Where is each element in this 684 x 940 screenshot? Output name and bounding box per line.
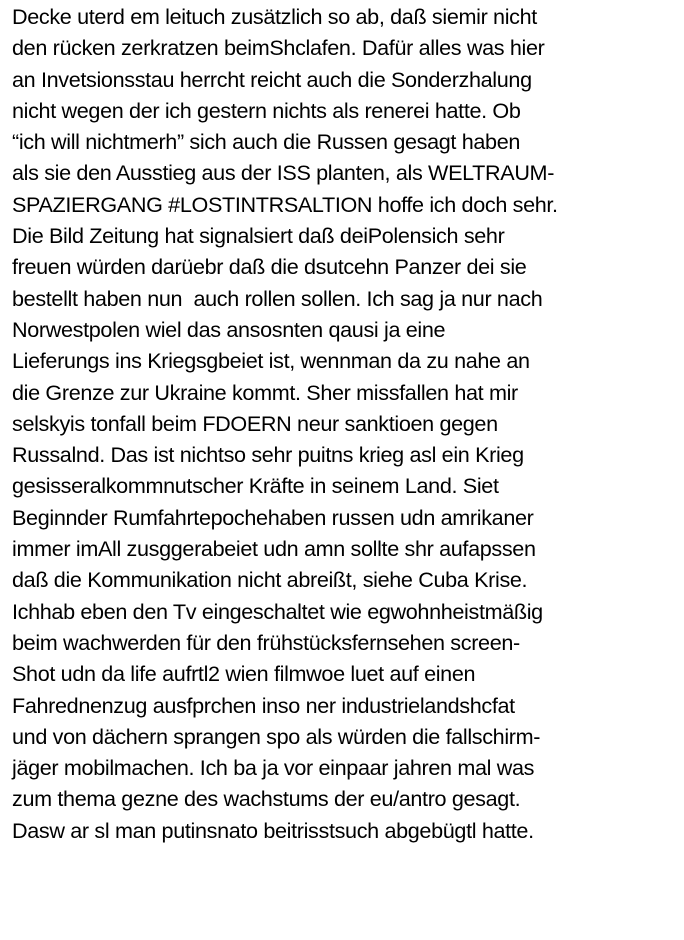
text-line-11: Norwestpolen wiel das ansosnten qausi ja eine (12, 316, 446, 342)
text-line-14: selskyis tonfall beim FDOERN neur sanktioen gegen (12, 410, 498, 436)
text-line-05: “ich will nichtmerh” sich auch die Russen gesagt haben (12, 129, 521, 155)
text-line-08: Die Bild Zeitung hat signalsiert daß deiPolensich sehr (12, 223, 505, 249)
text-line-25: jäger mobilmachen. Ich ba ja vor einpaar jahren mal was (12, 755, 535, 781)
text-line-13: die Grenze zur Ukraine kommt. Sher missfallen hat mir (12, 379, 518, 405)
text-line-04: nicht wegen der ich gestern nichts als renerei hatte. Ob (12, 97, 521, 123)
text-line-27: Dasw ar sl man putinsnato beitrisstsuch abgebügtl hatte. (12, 817, 534, 843)
text-line-19: daß die Kommunikation nicht abreißt, siehe Cuba Krise. (12, 567, 528, 593)
text-line-17: Beginnder Rumfahrtepochehaben russen udn amrikaner (12, 504, 534, 530)
text-line-07: SPAZIERGANG #LOSTINTRSALTION hoffe ich doch sehr. (12, 191, 558, 217)
text-line-06: als sie den Ausstieg aus der ISS planten, als WELTRAUM- (12, 160, 555, 186)
text-line-12: Lieferungs ins Kriegsgbeiet ist, wennman da zu nahe an (12, 348, 530, 374)
text-line-26: zum thema gezne des wachstums der eu/antro gesagt. (12, 786, 521, 812)
document-page (12, 1, 684, 846)
text-line-09: freuen würden darüebr daß die dsutcehn Panzer dei sie (12, 254, 527, 280)
text-line-02: den rücken zerkratzen beimShclafen. Dafür alles was hier (12, 35, 545, 61)
text-line-18: immer imAll zusggerabeiet udn amn sollte shr aufapssen (12, 536, 536, 562)
text-line-23: Fahrednenzug ausfprchen inso ner industrielandshcfat (12, 692, 515, 718)
text-line-01: Decke uterd em leituch zusätzlich so ab, daß siemir nicht (12, 4, 537, 29)
text-line-22: Shot udn da life aufrtl2 wien filmwoe luet auf einen (12, 661, 476, 687)
text-line-16: gesisseralkommnutscher Kräfte in seinem Land. Siet (12, 473, 499, 499)
text-line-10: bestellt haben nun auch rollen sollen. Ich sag ja nur nach (12, 285, 543, 311)
text-line-21: beim wachwerden für den frühstücksfernsehen screen- (12, 629, 520, 655)
text-line-24: und von dächern sprangen spo als würden die fallschirm- (12, 723, 541, 749)
text-line-03: an Invetsionsstau herrcht reicht auch die Sonderzhalung (12, 66, 532, 92)
text-line-15: Russalnd. Das ist nichtso sehr puitns krieg asl ein Krieg (12, 442, 524, 468)
text-line-20: Ichhab eben den Tv eingeschaltet wie egwohnheistmäßig (12, 598, 543, 624)
